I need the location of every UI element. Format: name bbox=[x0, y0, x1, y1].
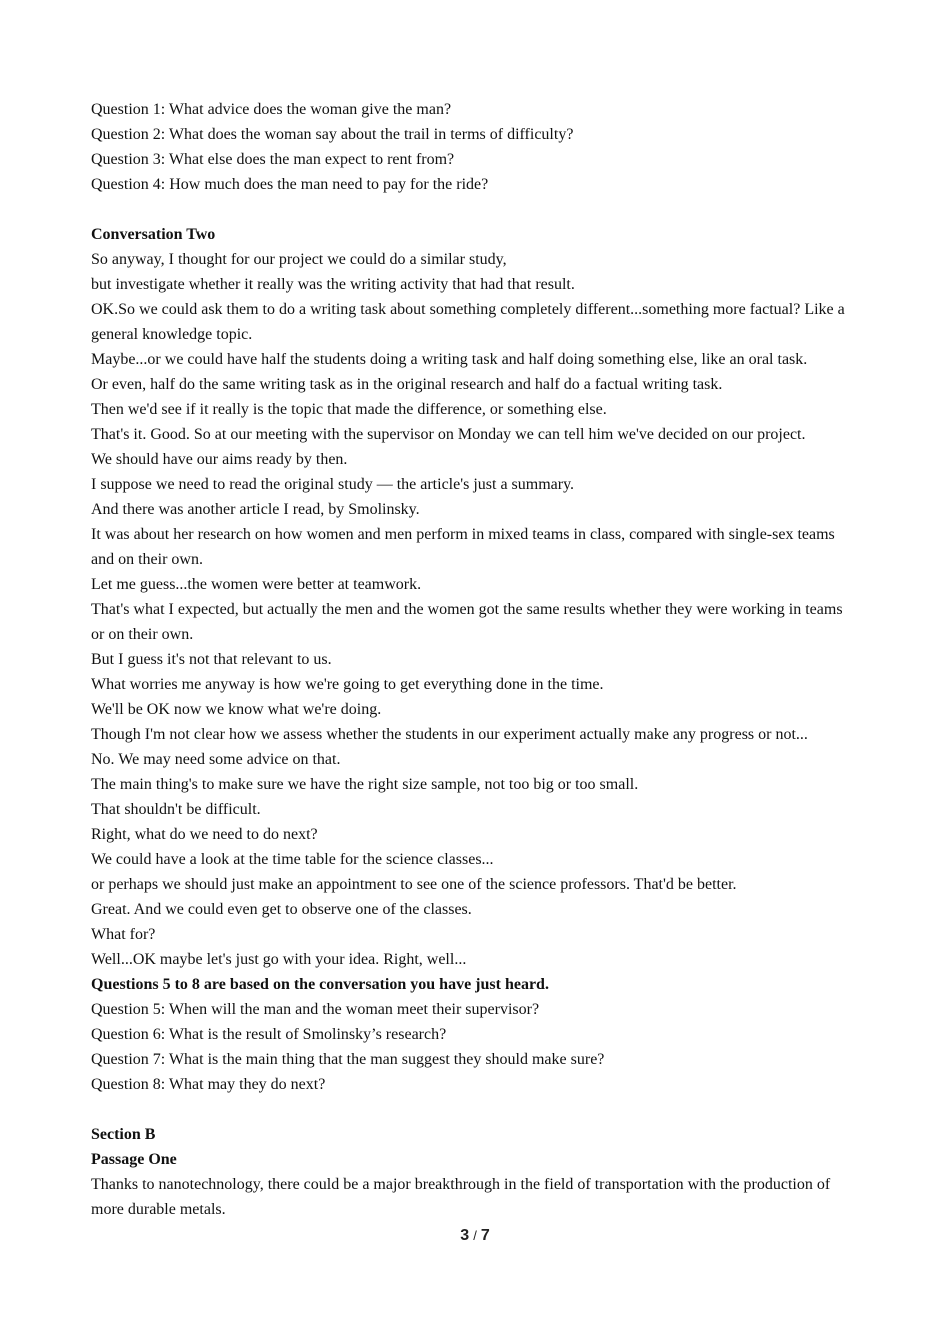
transcript-line: OK.So we could ask them to do a writing task about something completely different...something more factual? Like a general knowledge topic. bbox=[91, 301, 845, 343]
spacer bbox=[91, 197, 859, 222]
transcript-line: That's it. Good. So at our meeting with the supervisor on Monday we can tell him we've decided on our project. bbox=[91, 426, 806, 443]
transcript-line: And there was another article I read, by Smolinsky. bbox=[91, 501, 420, 518]
question-item: Question 1: What advice does the woman give the man? bbox=[91, 101, 452, 118]
transcript-line: We'll be OK now we know what we're doing. bbox=[91, 701, 382, 718]
transcript-line: I suppose we need to read the original study — the article's just a summary. bbox=[91, 476, 575, 493]
transcript-line: So anyway, I thought for our project we could do a similar study, bbox=[91, 251, 507, 268]
current-page: 3 bbox=[460, 1227, 470, 1244]
transcript-line: Or even, half do the same writing task as in the original research and half do a factual writing task. bbox=[91, 376, 723, 393]
transcript-line: Maybe...or we could have half the students doing a writing task and half doing something else, like an oral task. bbox=[91, 351, 808, 368]
page-separator: / bbox=[473, 1228, 477, 1243]
transcript-line: But I guess it's not that relevant to us. bbox=[91, 651, 332, 668]
transcript-line: We should have our aims ready by then. bbox=[91, 451, 348, 468]
passage-one-heading: Passage One bbox=[91, 1151, 177, 1168]
spacer bbox=[91, 1097, 859, 1122]
transcript-line: That's what I expected, but actually the men and the women got the same results whether they were working in teams or on their own. bbox=[91, 601, 843, 643]
transcript-line: Well...OK maybe let's just go with your idea. Right, well... bbox=[91, 951, 467, 968]
questions-heading: Questions 5 to 8 are based on the conversation you have just heard. bbox=[91, 976, 549, 993]
question-item: Question 4: How much does the man need to pay for the ride? bbox=[91, 176, 489, 193]
transcript-line: Great. And we could even get to observe one of the classes. bbox=[91, 901, 472, 918]
transcript-line: or perhaps we should just make an appointment to see one of the science professors. That'd be better. bbox=[91, 876, 737, 893]
transcript-line: It was about her research on how women and men perform in mixed teams in class, compared with single-sex teams and on their own. bbox=[91, 526, 835, 568]
passage-text: Thanks to nanotechnology, there could be a major breakthrough in the field of transportation with the production of more durable metals. bbox=[91, 1176, 831, 1218]
transcript-line: but investigate whether it really was the writing activity that had that result. bbox=[91, 276, 575, 293]
question-item: Question 3: What else does the man expect to rent from? bbox=[91, 151, 455, 168]
transcript-line: Let me guess...the women were better at teamwork. bbox=[91, 576, 422, 593]
conversation-transcript bbox=[91, 247, 859, 972]
transcript-line: Then we'd see if it really is the topic that made the difference, or something else. bbox=[91, 401, 607, 418]
transcript-line: Right, what do we need to do next? bbox=[91, 826, 318, 843]
question-item: Question 7: What is the main thing that the man suggest they should make sure? bbox=[91, 1051, 605, 1068]
question-item: Question 8: What may they do next? bbox=[91, 1076, 326, 1093]
questions-list-b bbox=[91, 997, 859, 1097]
transcript-line: What worries me anyway is how we're going to get everything done in the time. bbox=[91, 676, 604, 693]
transcript-line: What for? bbox=[91, 926, 156, 943]
transcript-line: We could have a look at the time table for the science classes... bbox=[91, 851, 494, 868]
transcript-line: No. We may need some advice on that. bbox=[91, 751, 341, 768]
question-item: Question 5: When will the man and the woman meet their supervisor? bbox=[91, 1001, 540, 1018]
transcript-line: That shouldn't be difficult. bbox=[91, 801, 261, 818]
question-item: Question 6: What is the result of Smolinsky’s research? bbox=[91, 1026, 447, 1043]
questions-list-a bbox=[91, 97, 859, 197]
transcript-line: Though I'm not clear how we assess whether the students in our experiment actually make any progress or not... bbox=[91, 726, 808, 743]
transcript-line: The main thing's to make sure we have the right size sample, not too big or too small. bbox=[91, 776, 639, 793]
section-b-heading: Section B bbox=[91, 1126, 156, 1143]
page-content bbox=[91, 97, 859, 1222]
total-pages: 7 bbox=[480, 1227, 490, 1244]
question-item: Question 2: What does the woman say about the trail in terms of difficulty? bbox=[91, 126, 574, 143]
page-number bbox=[0, 1223, 950, 1248]
conversation-two-heading: Conversation Two bbox=[91, 226, 216, 243]
